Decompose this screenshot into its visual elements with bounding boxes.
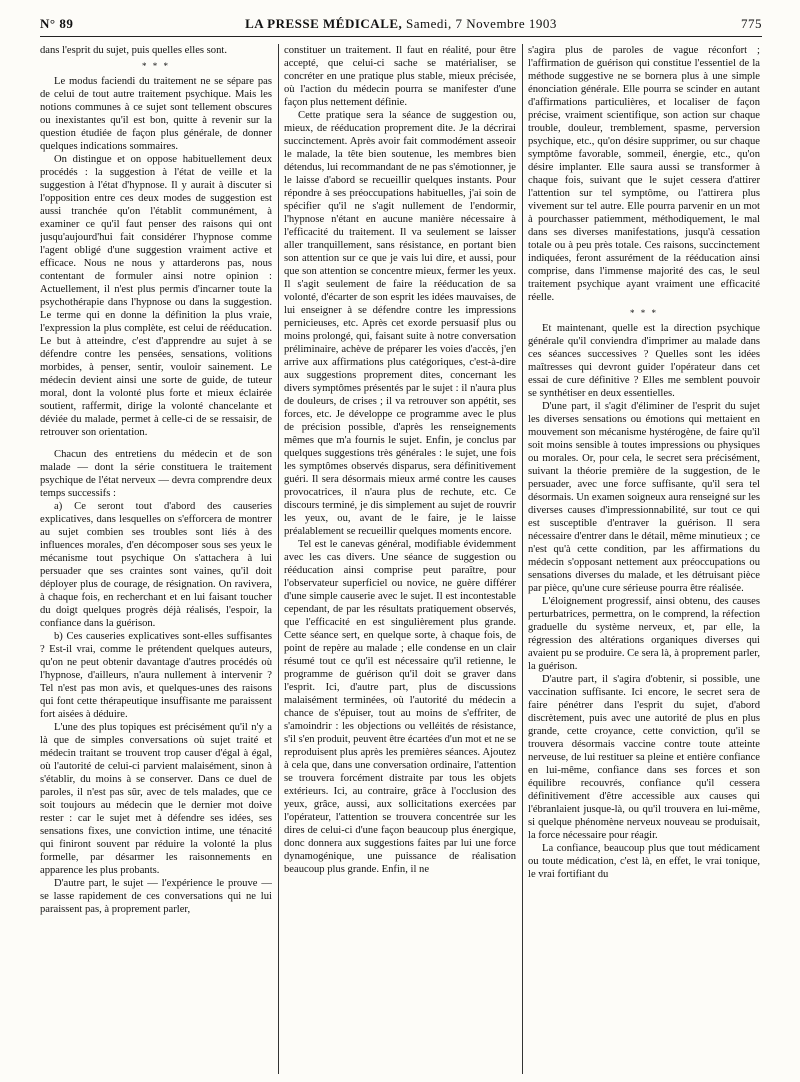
page-header xyxy=(40,14,762,36)
paragraph: La confiance, beaucoup plus que tout médicament ou toute médication, c'est là, en effet, le vrai tonique, le vrai fortifiant du xyxy=(528,843,760,880)
paragraph: D'une part, il s'agit d'éliminer de l'esprit du sujet les diverses sensations ou émotions qui mettaient en mouvement son mécanisme hystérogène, de faire qu'il soit moins sensible à toutes impressions ou physiques ou morales. Or, pour cela, le secret sera précisément, suivant la théorie première de la suggestion, de le persuader, avec une force suffisante, qu'il sera tel désormais. Un examen soigneux aura renseigné sur les diverses causes d'impressionnabilité, sur tout ce qui est susceptible d'entraver la guérison. Il sera nécessaire d'entrer dans le détail, même minutieux ; ce n'est qu'à cette condition, par les affirmations du médecin s'opposant nettement aux préoccupations ou sensations diverses du malade, et les détruisant pièce par pièce, qu'une cure sérieuse pourra être réalisée. xyxy=(528,401,760,594)
spacer xyxy=(40,439,272,448)
paragraph: dans l'esprit du sujet, puis quelles elles sont. xyxy=(40,45,227,56)
paragraph: Et maintenant, quelle est la direction psychique générale qu'il conviendra d'imprimer au malade dans ces séances successives ? Quelles sont les idées maîtresses qui devront guider l'opérateur dans cet essai de cure définitive ? Elles me semblent pouvoir se synthétiser en deux essentielles. xyxy=(528,323,760,399)
section-separator: * * * xyxy=(142,61,170,71)
column-2 xyxy=(284,44,516,1074)
paragraph: constituer un traitement. Il faut en réalité, pour être accepté, que celui-ci sache se matérialiser, se concréter en une pratique plus stable, mieux précisée, où l'action du médecin pourra se manifester d'une façon plus nettement définie. xyxy=(284,45,516,108)
paragraph: Tel est le canevas général, modifiable évidemment avec les cas divers. Une séance de suggestion ou rééducation ainsi comprise peut paraître, pour l'observateur superficiel ou novice, ne guère différer d'une simple causerie avec le sujet. Il est incontestable cependant, de par les résultats pratiquement observés, que l'efficacité en est singulièrement plus grande. Cette séance sert, en quelque sorte, à chaque fois, de point de repère au malade ; elle condense en un clair résumé tout ce qu'il est nécessaire qu'il retienne, le programme de guérison qu'il doit se graver dans l'esprit. Ici, d'autre part, plus de discussions malaisément terminées, où l'autorité du médecin a chance de s'épuiser, tout au moins de s'effriter, de s'amoindrir : les objections ou velléités de résistance, s'il s'en produit, peuvent être écartées d'un mot et ne se reproduisent plus après les premières séances. Ajoutez à cela que, dans une conversation ordinaire, l'attention se trouvera forcément distraite par tous les objets extérieurs. Ici, au contraire, grâce à l'occlusion des yeux, grâce, aussi, aux sollicitations exercées par l'opérateur, l'attention se trouvera concentrée sur les dires de celui-ci d'une façon beaucoup plus énergique, donc donnera aux suggestions faites par lui une force dynamogénique, une puissance de réalisation beaucoup plus grande. Enfin, il ne xyxy=(284,539,516,875)
paragraph: s'agira plus de paroles de vague réconfort ; l'affirmation de guérison qui constitue l'essentiel de la méthode suggestive ne se bornera plus à une simple énonciation générale. Elle pourra se scinder en autant d'affirmations particulières, et localiser de façon précise, vraiment scientifique, son action sur chaque trouble, douleur, tremblement, spasme, perversion psychique, etc., qu'on désire supprimer, ou sur chaque symptôme favorable, sommeil, énergie, etc., qu'on désire implanter. Elle saura aussi se transformer à chaque fois, suivant que le sujet cessera d'attirer l'attention sur tel symptôme, ou l'attirera plus vivement sur tel autre. Elle pourra parvenir en un mot à pourchasser patiemment, méthodiquement, le mal dans ses diverses manifestations, jusqu'à cessation totale ou à peu près totale. Ces raisons, succinctement indiquées, feront assurément de la rééducation ainsi comprise, dans l'immense majorité des cas, le seul traitement psychique ayant vraiment une efficacité réelle. xyxy=(528,45,760,303)
column-divider xyxy=(522,44,523,1074)
journal-name: LA PRESSE MÉDICALE, xyxy=(245,16,403,31)
paragraph: L'une des plus topiques est précisément qu'il n'y a là que de simples conversations où sujet traité et médecin traitant se trouvent trop causer d'égal à égal, où l'autorité de celui-ci parvient malaisément, sinon à s'établir, du moins à se conserver. Dans ce duel de paroles, il n'est pas sûr, avec de tels malades, que ce soit toujours au médecin que le dernier mot doive rester : car le sujet met à défendre ses idées, ses sensations fixes, une conviction intime, une ténacité qui finiront souvent par réduire la volonté la plus formelle, par désarmer les raisonnements en apparence les plus probants. xyxy=(40,722,272,876)
paragraph: D'autre part, le sujet — l'expérience le prouve — se lasse rapidement de ces conversations qui ne lui paraissent pas, à proprement parler, xyxy=(40,878,272,915)
paragraph: D'autre part, il s'agira d'obtenir, si possible, une vaccination suffisante. Ici encore, le secret sera de faire pénétrer dans l'esprit du sujet, d'abord discrètement, puis avec une autorité de plus en plus grande, cette croyance, cette conviction, qu'il se trouvera désormais vaccine contre toute atteinte nerveuse, de lui restituer sa pleine et entière confiance en lui-même, confiance dans ses forces et son équilibre recouvrés, confiance qu'il cessera définitivement d'être accessible aux causes qui l'ébranlaient jusque-là, ou qu'il trouvera en lui-même, si quelque phénomène nerveux nouveau se produisait, la force nécessaire pour réagir. xyxy=(528,674,760,841)
paragraph: Chacun des entretiens du médecin et de son malade — dont la série constituera le traitement psychique de l'état nerveux — devra comprendre deux temps successifs : xyxy=(40,449,272,499)
issue-date: Samedi, 7 Novembre 1903 xyxy=(406,16,557,31)
paragraph: b) Ces causeries explicatives sont-elles suffisantes ? Est-il vrai, comme le prétendent quelques auteurs, qu'on ne peut obtenir davantage d'autres procédés où l'hypnose, d'ailleurs, n'aura nullement à intervenir ? Tel n'est pas mon avis, et quelques-unes des raisons qui font cette thérapeutique insuffisante me paraissent fort aisées à déduire. xyxy=(40,631,272,720)
column-1 xyxy=(40,44,272,1074)
column-divider xyxy=(278,44,279,1074)
paragraph: a) Ce seront tout d'abord des causeries explicatives, dans lesquelles on s'efforcera de montrer au sujet combien ses troubles sont liés à des influences morales, d'en décomposer sous ses yeux le mécanisme tout psychique On s'attachera à lui persuader que ses craintes sont vaines, qu'il doit déployer plus de courage, de résignation. On ravivera, à chaque fois, en recherchant et en lui faisant toucher du doigt quelques progrès déjà réalisés, l'espoir, la confiance dans la guérison. xyxy=(40,501,272,629)
column-3 xyxy=(528,44,760,1074)
header-rule xyxy=(40,36,762,37)
paragraph: Le modus faciendi du traitement ne se sépare pas de celui de tout autre traitement psychique. Mais les notions communes à ce sujet sont tellement obscures ou inexistantes qu'il est bon, quitte à revenir sur la question étudiée de façon plus générale, de donner quelques indications sommaires. xyxy=(40,76,272,152)
paragraph: Cette pratique sera la séance de suggestion ou, mieux, de rééducation proprement dite. Je la décrirai succinctement. Après avoir fait commodément asseoir le malade, la tête bien soutenue, les membres bien détendus, lui recommandant de ne pas s'émotionner, je le laisse d'abord se recueillir quelques instants. Pour répondre à ses préoccupations habituelles, j'ai soin de spécifier qu'il ne s'agit nullement de l'endormir, l'hypnose n'étant en aucune manière nécessaire à l'efficacité du traitement. Il va seulement se laisser aller tranquillement, sans résistance, en portant bien son attention sur ce que je vais lui dire, et aussi, pour que son attention se concentre mieux, fermer les yeux. Il s'agit seulement de faire la rééducation de sa volonté, d'écarter de son esprit les idées mauvaises, de lui enseigner à se défendre contre les impressions pernicieuses, etc. Après cet exorde persuasif plus ou moins prolongé, qui, faisant suite à notre conversation préliminaire, achève de préparer les voies d'accès, j'en arrive aux affirmations plus catégoriques, c'est-à-dire aux suggestions proprement dites, concernant les divers symptômes présentés par le sujet : il n'aura plus de douleurs, de crises ; il va retrouver son appétit, ses forces, etc. Je développe ce programme avec le plus de précision possible, d'après les renseignements mêmes que m'a fournis le sujet. Enfin, je conclus par quelques suggestions très générales : le sujet, une fois les symptômes observés disparus, sera définitivement guéri. Il sera désormais mieux armé contre les causes provocatrices, il n'aura plus de rechute, etc. Ce discours terminé, je dis simplement au sujet de rouvrir les yeux, ou, avant de le faire, je le laisse préalablement se recueillir quelques moments encore. xyxy=(284,110,516,537)
journal-title xyxy=(40,16,762,32)
paragraph: L'éloignement progressif, ainsi obtenu, des causes perturbatrices, permettra, on le comprend, la réfection graduelle du système nerveux, et, par elle, la régression des altérations organiques diverses qui avaient pu se produire. Ce sera là, à proprement parler, la guérison. xyxy=(528,596,760,672)
section-separator: * * * xyxy=(630,308,658,318)
page-number: 775 xyxy=(741,16,762,31)
paragraph: On distingue et on oppose habituellement deux procédés : la suggestion à l'état de veille et la suggestion à l'état d'hypnose. Il y aurait à discuter si l'opposition entre ces deux modes de suggestion est aussi tranchée qu'on l'établit communément, à examiner ce qu'il faut penser des raisons qui ont jusqu'aujourd'hui fait considérer l'hypnose comme l'agent obligé d'une suggestion vraiment active et efficace. Nous ne nous y attarderons pas, nous contentant de formuler ainsi notre opinion : Actuellement, il n'est plus permis d'incarner toute la psychothérapie dans l'hypnose ou dans la suggestion. Le terme qui en donne la définition la plus vraie, l'expression la plus complète, est celui de rééducation. Le but à atteindre, c'est d'apprendre au sujet à se défendre contre les pensées, sensations, volitions morbides, à penser, sentir, vouloir sainement. Le médecin devient ainsi une sorte de guide, de tuteur moral, dont la volonté plus forte et mieux éclairée soutient, raffermit, dirige la volonté chancelante et déviée du malade, permet à celle-ci de se ressaisir, de retrouver son orientation. xyxy=(40,154,272,438)
issue-number: N° 89 xyxy=(40,16,74,31)
